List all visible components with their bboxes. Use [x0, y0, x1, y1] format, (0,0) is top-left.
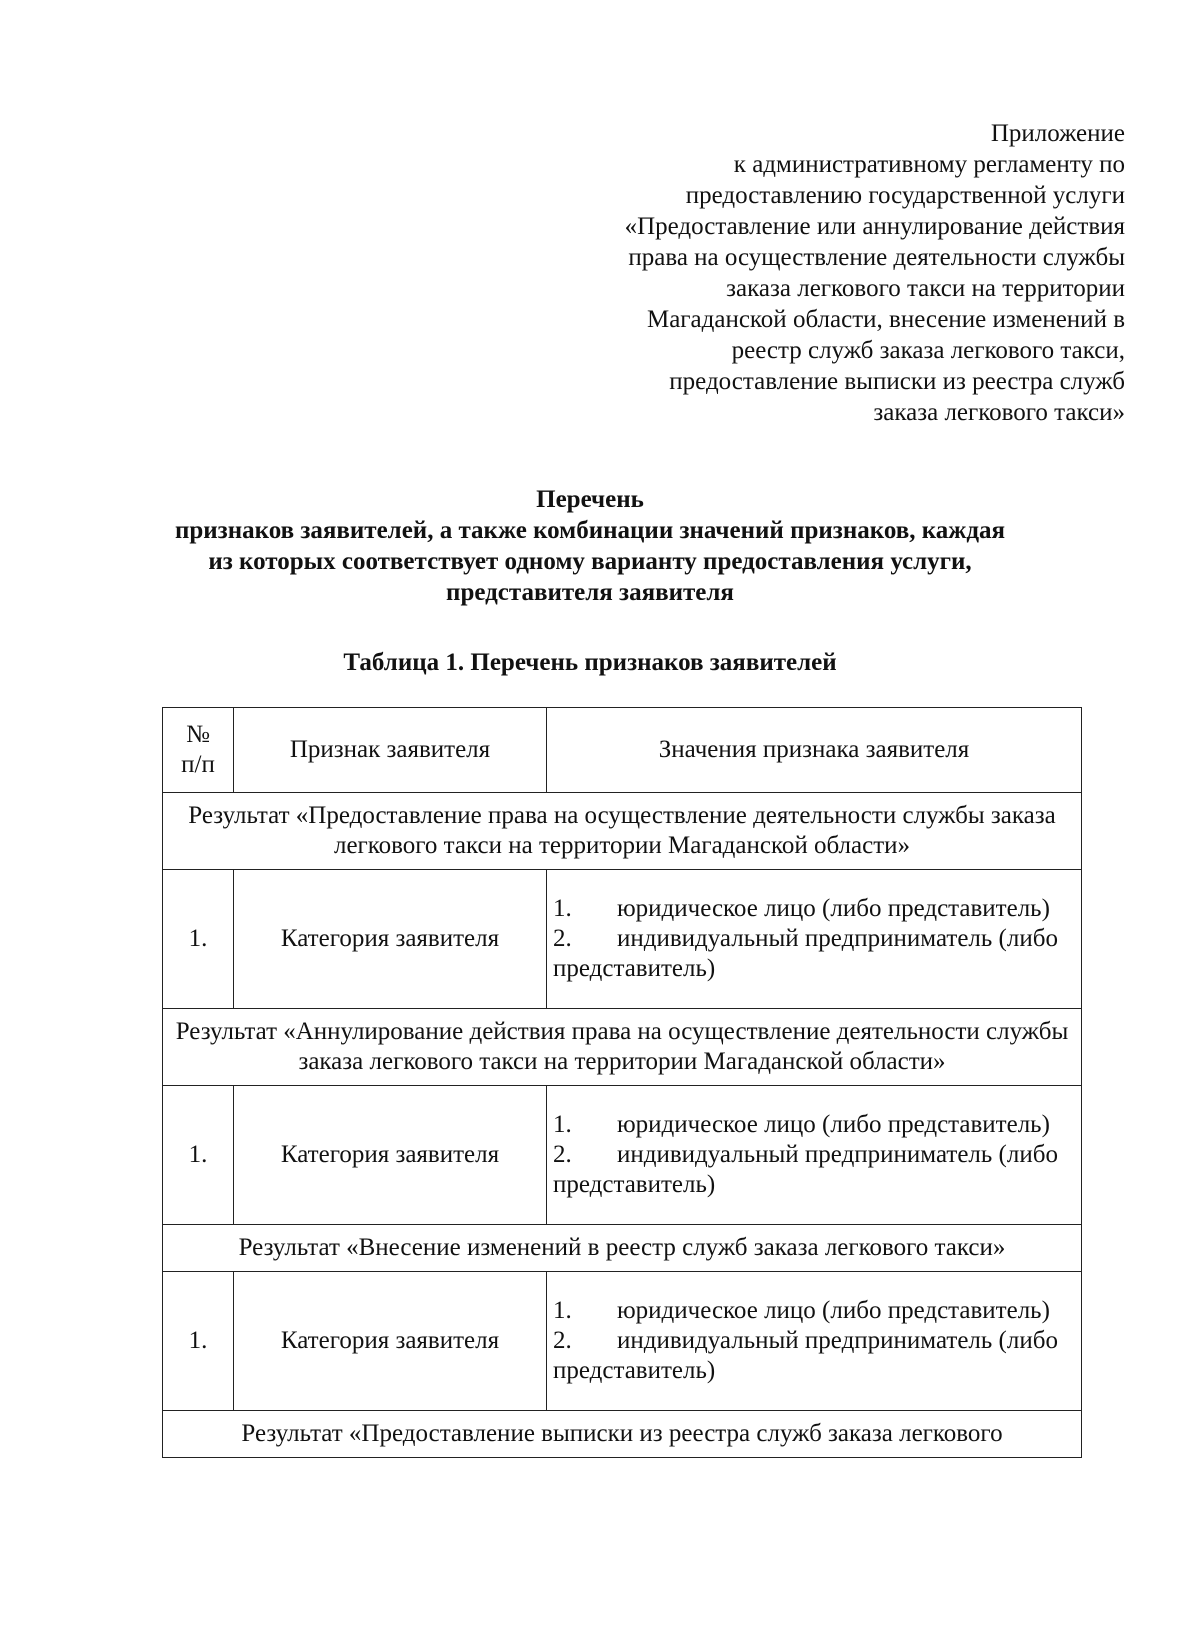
- result-row: [163, 1009, 1082, 1086]
- value-item: [553, 894, 1075, 924]
- value-item: [553, 1140, 1075, 1200]
- value-item-number: 1.: [553, 1297, 572, 1324]
- table-row: [163, 1086, 1082, 1225]
- value-item-number: 1.: [553, 895, 572, 922]
- annex-line: «Предоставление или аннулирование действия: [624, 213, 1125, 240]
- table-row: [163, 1272, 1082, 1411]
- annex-block: [485, 118, 1125, 428]
- annex-line: к административному регламенту по: [733, 151, 1125, 178]
- row-num-cell: 1.: [163, 1086, 234, 1225]
- annex-line: предоставлению государственной услуги: [685, 182, 1125, 209]
- value-item-text: юридическое лицо (либо представитель): [617, 1111, 1050, 1138]
- value-item: [553, 1326, 1075, 1386]
- annex-line: Магаданской области, внесение изменений в: [646, 306, 1125, 333]
- row-feature-cell: Категория заявителя: [234, 870, 547, 1009]
- document-heading: [140, 484, 1040, 608]
- row-feature-cell: Категория заявителя: [234, 1086, 547, 1225]
- value-item-number: 2.: [553, 1327, 572, 1354]
- table-header-row: [163, 708, 1082, 793]
- result-cell: Результат «Предоставление выписки из реестра служб заказа легкового: [163, 1411, 1082, 1458]
- value-item-number: 1.: [553, 1111, 572, 1138]
- annex-line: реестр служб заказа легкового такси,: [731, 337, 1125, 364]
- value-item-text: юридическое лицо (либо представитель): [617, 1297, 1050, 1324]
- value-item: [553, 1110, 1075, 1140]
- heading-line: представителя заявителя: [446, 579, 734, 606]
- table-title: Таблица 1. Перечень признаков заявителей: [343, 649, 837, 676]
- value-item: [553, 1296, 1075, 1326]
- value-item-text: индивидуальный предприниматель (либо представитель): [553, 925, 1058, 982]
- value-item-text: юридическое лицо (либо представитель): [617, 895, 1050, 922]
- result-row: [163, 1411, 1082, 1458]
- row-feature-cell: Категория заявителя: [234, 1272, 547, 1411]
- result-row: [163, 793, 1082, 870]
- value-item-text: индивидуальный предприниматель (либо представитель): [553, 1327, 1058, 1384]
- annex-line: заказа легкового такси на территории: [726, 275, 1125, 302]
- row-values-cell: [547, 1086, 1082, 1225]
- value-item-number: 2.: [553, 1141, 572, 1168]
- annex-line: заказа легкового такси»: [873, 399, 1125, 426]
- value-item: [553, 924, 1075, 984]
- row-num-cell: 1.: [163, 870, 234, 1009]
- heading-line: признаков заявителей, а также комбинации значений признаков, каждая: [174, 517, 1006, 544]
- applicant-features-table: [162, 707, 1082, 1458]
- row-values-cell: [547, 1272, 1082, 1411]
- header-num-abbr: п/п: [181, 751, 215, 778]
- header-num-symbol: №: [186, 721, 210, 748]
- heading-line: из которых соответствует одному варианту предоставления услуги,: [208, 548, 972, 575]
- row-values-cell: [547, 870, 1082, 1009]
- annex-line: права на осуществление деятельности службы: [628, 244, 1125, 271]
- header-feature-cell: Признак заявителя: [234, 708, 547, 793]
- value-item-number: 2.: [553, 925, 572, 952]
- annex-line: предоставление выписки из реестра служб: [669, 368, 1125, 395]
- annex-line: Приложение: [990, 120, 1125, 147]
- row-num-cell: 1.: [163, 1272, 234, 1411]
- result-cell: Результат «Предоставление права на осуществление деятельности службы заказа легкового такси на территории Магаданской области»: [163, 793, 1082, 870]
- header-values-cell: Значения признака заявителя: [547, 708, 1082, 793]
- header-num-cell: [163, 708, 234, 793]
- result-cell: Результат «Внесение изменений в реестр служб заказа легкового такси»: [163, 1225, 1082, 1272]
- value-item-text: индивидуальный предприниматель (либо представитель): [553, 1141, 1058, 1198]
- result-row: [163, 1225, 1082, 1272]
- result-cell: Результат «Аннулирование действия права на осуществление деятельности службы заказа легкового такси на территории Магаданской области»: [163, 1009, 1082, 1086]
- heading-line: Перечень: [536, 486, 644, 513]
- table-row: [163, 870, 1082, 1009]
